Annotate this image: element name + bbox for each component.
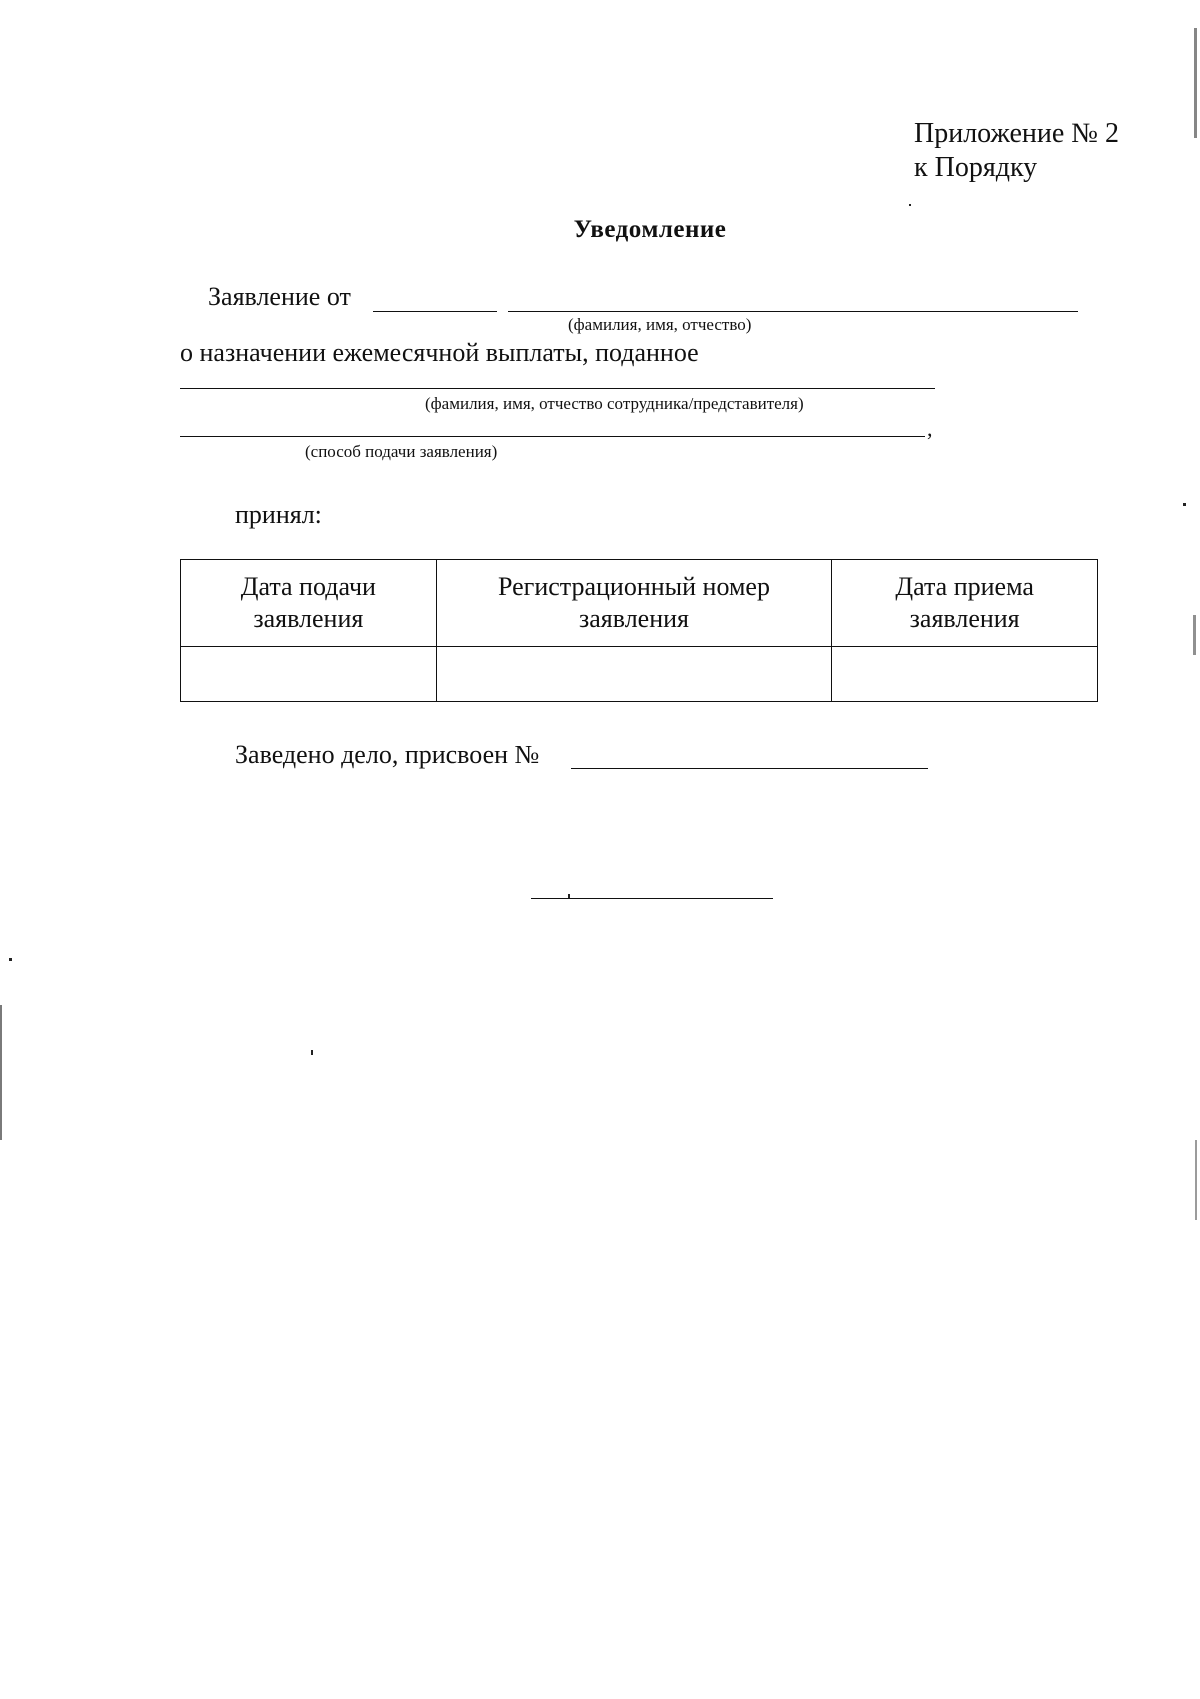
document-title: Уведомление	[573, 216, 727, 243]
scan-dot	[909, 204, 911, 206]
payment-purpose-text: о назначении ежемесячной выплаты, поданное	[180, 338, 699, 367]
accepted-label: принял:	[235, 500, 322, 529]
scan-edge-mark	[0, 1005, 2, 1140]
table-row	[181, 647, 1098, 702]
registration-table	[180, 559, 1098, 702]
scan-dot	[1183, 503, 1186, 506]
case-number-field[interactable]	[571, 768, 928, 769]
appendix-number: Приложение № 2	[914, 118, 1119, 149]
caption-fio: (фамилия, имя, отчество)	[568, 315, 752, 334]
scan-dot	[9, 958, 12, 961]
cell-submission-date[interactable]	[181, 647, 437, 702]
scan-edge-mark	[1195, 1140, 1197, 1220]
caption-method: (способ подачи заявления)	[305, 442, 498, 461]
scan-dot	[568, 894, 570, 898]
case-opened-label: Заведено дело, присвоен №	[235, 740, 540, 769]
appendix-procedure: к Порядку	[914, 152, 1038, 183]
column-header-registration-number: Регистрационный номер заявления	[436, 560, 832, 647]
statement-date-field[interactable]	[373, 311, 497, 312]
table-header-row	[181, 560, 1098, 647]
column-header-submission-date: Дата подачи заявления	[181, 560, 437, 647]
statement-from-label: Заявление от	[208, 282, 351, 311]
column-header-acceptance-date: Дата приема заявления	[832, 560, 1098, 647]
applicant-name-field[interactable]	[508, 311, 1078, 312]
appendix-reference	[914, 117, 1119, 185]
submission-method-field[interactable]	[180, 436, 925, 437]
signature-line[interactable]	[531, 898, 773, 899]
cell-registration-number[interactable]	[436, 647, 832, 702]
scan-edge-mark	[1193, 615, 1196, 655]
cell-acceptance-date[interactable]	[832, 647, 1098, 702]
trailing-comma: ,	[927, 416, 933, 441]
scan-dot	[311, 1050, 313, 1055]
caption-employee: (фамилия, имя, отчество сотрудника/представителя)	[425, 394, 804, 413]
employee-name-field[interactable]	[180, 388, 935, 389]
scan-edge-mark	[1194, 28, 1197, 138]
